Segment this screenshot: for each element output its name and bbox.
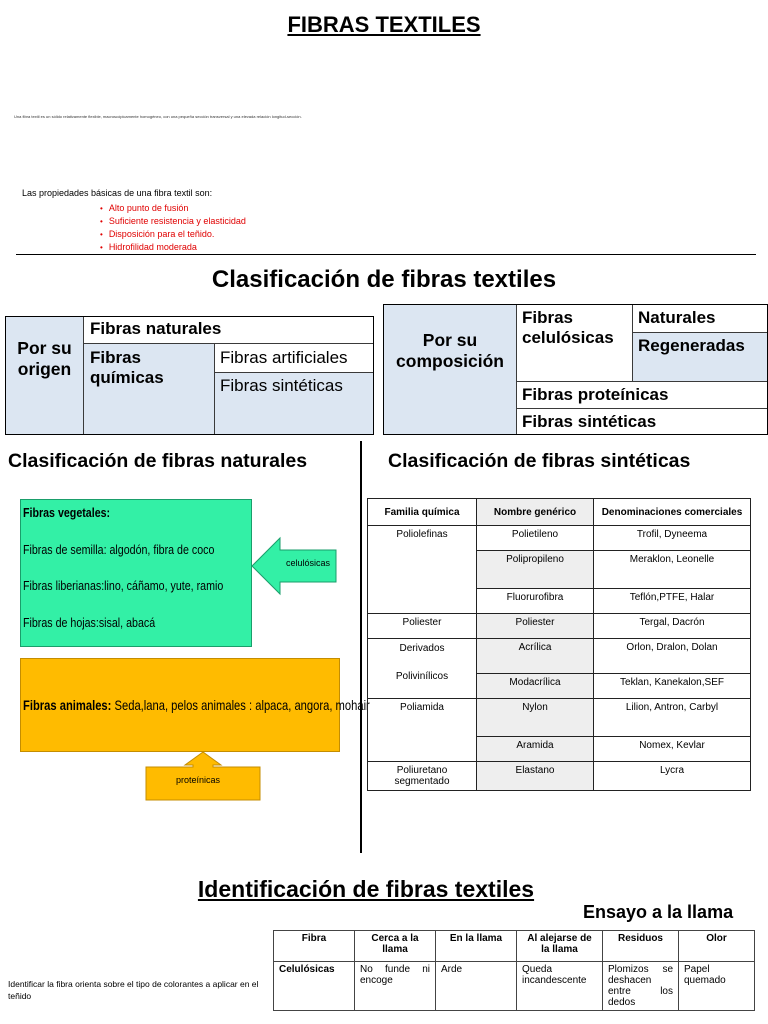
regenerated-label: Regeneradas [632,332,768,382]
properties-intro: Las propiedades básicas de una fibra textil son: [22,188,213,198]
vegetal-item: Fibras de semilla: algodón, fibra de coco [23,542,215,557]
vegetal-item: Fibras de hojas:sisal, abacá [23,615,156,630]
table-cell [368,639,477,699]
column-header: En la llama [436,931,517,962]
table-cell: Arde [436,962,517,1011]
cellulosic-label: celulósicas [286,558,331,568]
animal-title: Fibras animales: [23,697,112,713]
divider [16,254,756,255]
chemical-fibers-label: Fibras químicas [83,343,215,435]
table-cell: Fluorurofibra [477,589,594,614]
column-header: Familia química [368,499,477,526]
column-header: Al alejarse de la llama [517,931,603,962]
animal-fibers-box [20,658,370,752]
table-cell: Poliamida [368,699,477,762]
table-cell: Lilion, Antron, Carbyl [594,699,751,737]
definition-text: Una fibra textil es un sólido relativamente flexible, macroscópicamente homogéneo, con una pequeña sección transversal y una elevada relación longitud-sección. [14,114,302,119]
table-cell: Poliester [477,614,594,639]
origin-label: Por su origen [5,316,84,435]
cellulosic-fibers-label: Fibras celulósicas [516,304,633,382]
synthetic-fibers-heading: Clasificación de fibras sintéticas [388,450,691,472]
table-cell: Polipropileno [477,551,594,589]
composition-classification-box [383,304,768,435]
table-cell: Elastano [477,762,594,791]
vegetal-item: Fibras liberianas:lino, cáñamo, yute, ramio [23,578,224,593]
synthetic-fibers-comp-label: Fibras sintéticas [516,408,768,435]
table-cell: Papel quemado [679,962,755,1011]
table-row [368,699,751,737]
synthetic-fibers-table [367,498,751,791]
table-cell: Orlon, Dralon, Dolan [594,639,751,674]
animal-fibers-line [23,697,370,713]
table-cell: Nylon [477,699,594,737]
protein-label: proteínicas [176,775,221,785]
table-cell: Polietileno [477,526,594,551]
synthetic-fibers-label: Fibras sintéticas [214,372,374,435]
table-cell: Celulósicas [274,962,355,1011]
table-cell: Trofil, Dyneema [594,526,751,551]
table-cell: Poliester [368,614,477,639]
family-polivinilicos: Polivinílicos [395,671,449,682]
column-header: Cerca a la llama [355,931,436,962]
natural-fibers-heading: Clasificación de fibras naturales [8,450,308,472]
table-cell: Modacrílica [477,674,594,699]
natural-fibers-label: Fibras naturales [83,316,374,344]
identification-heading: Identificación de fibras textiles [197,876,535,902]
table-cell: Poliolefinas [368,526,477,614]
table-cell: Teflón,PTFE, Halar [594,589,751,614]
table-cell: Queda incandescente [517,962,603,1011]
table-cell: Plomizos se deshacen entre los dedos [603,962,679,1011]
list-item: • Disposición para el teñido. [100,228,246,241]
vegetal-fibers-box [20,499,252,647]
table-cell: Nomex, Kevlar [594,737,751,762]
table-cell: Aramida [477,737,594,762]
column-header: Denominaciones comerciales [594,499,751,526]
flame-test-table [273,930,755,1011]
table-cell: Poliuretano segmentado [368,762,477,791]
table-header-row [368,499,751,526]
table-row [368,762,751,791]
origin-classification-box [5,316,374,435]
list-item: • Hidrofilidad moderada [100,241,246,254]
column-header: Nombre genérico [477,499,594,526]
table-cell: Lycra [594,762,751,791]
column-header: Residuos [603,931,679,962]
table-row [368,614,751,639]
composition-label: Por su composición [383,304,517,435]
artificial-fibers-label: Fibras artificiales [214,343,374,373]
table-header-row [274,931,755,962]
protein-fibers-label: Fibras proteínicas [516,381,768,409]
column-header: Olor [679,931,755,962]
flame-test-heading: Ensayo a la llama [583,902,734,922]
table-row [368,526,751,551]
section-divider [360,441,362,853]
table-row [274,962,755,1011]
vegetal-title: Fibras vegetales: [23,505,111,520]
list-item: • Suficiente resistencia y elasticidad [100,215,246,228]
table-cell: Meraklon, Leonelle [594,551,751,589]
table-cell: No funde ni encoge [355,962,436,1011]
classification-heading: Clasificación de fibras textiles [211,266,557,293]
family-derivados: Derivados [399,643,445,654]
natural-label: Naturales [632,304,768,333]
table-cell: Teklan, Kanekalon,SEF [594,674,751,699]
table-row [368,639,751,674]
properties-list [100,202,246,254]
table-cell: Tergal, Dacrón [594,614,751,639]
identification-text: Identificar la fibra orienta sobre el tipo de colorantes a aplicar en el teñido [8,979,259,1001]
page-title: FIBRAS TEXTILES [287,12,481,37]
animal-text: Seda,lana, pelos animales : alpaca, angora, mohair [114,697,370,713]
table-cell: Acrílica [477,639,594,674]
column-header: Fibra [274,931,355,962]
list-item: • Alto punto de fusión [100,202,246,215]
